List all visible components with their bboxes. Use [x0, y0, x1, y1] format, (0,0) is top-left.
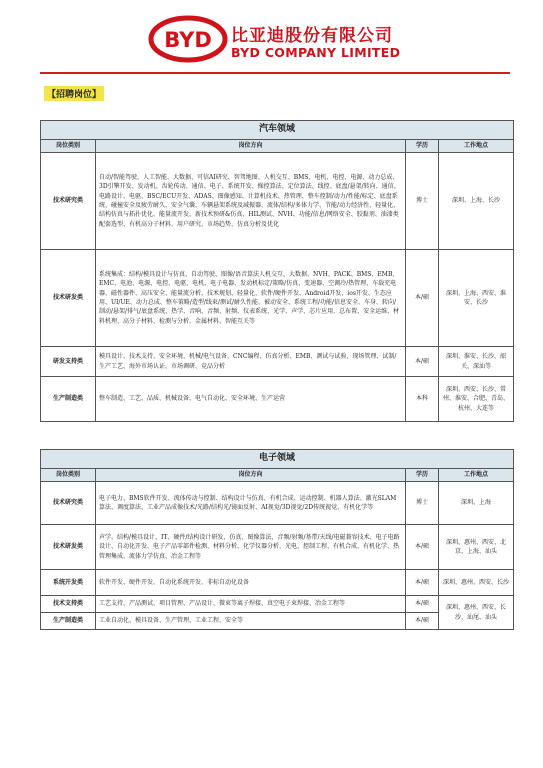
col-category: 岗位类别	[41, 140, 96, 153]
row-education: 本/硕	[406, 613, 439, 630]
table-row	[41, 482, 514, 525]
row-category: 生产制造类	[41, 377, 96, 422]
electronics-jobs-table	[40, 449, 514, 630]
company-header	[148, 12, 408, 67]
domain-title: 汽车领域	[41, 121, 514, 140]
table-row	[41, 525, 514, 570]
row-category: 技术研发类	[41, 525, 96, 570]
row-category: 系统开发类	[41, 570, 96, 596]
table-row	[41, 153, 514, 250]
row-location: 深圳、惠州、西安、长沙	[439, 570, 514, 596]
row-location: 深圳、上海、西安、淮安、长沙	[439, 250, 514, 347]
row-direction: 模具设计、技术支持、安全环境、机械/电气设备、CNC编程、仿真分析、EMB、测试与试验、现场管理、试制/生产工艺、海外市场认证、市场调研、竞品分析	[96, 347, 406, 377]
section-tag: 【招聘岗位】	[44, 86, 104, 101]
row-category: 生产制造类	[41, 613, 96, 630]
col-education: 学历	[406, 140, 439, 153]
row-direction: 工艺支持、产品测试、项目管理、产品设计、微束等离子焊接、真空电子束焊接、冶金工程等	[96, 596, 406, 613]
row-education: 本/硕	[406, 250, 439, 347]
row-category: 技术支持类	[41, 596, 96, 613]
col-location: 工作地点	[439, 140, 514, 153]
row-location: 深圳、淮安、长沙、韶关、深汕等	[439, 347, 514, 377]
domain-title: 电子领域	[41, 450, 514, 469]
row-category: 技术研究类	[41, 482, 96, 525]
table-row	[41, 250, 514, 347]
row-direction: 软件开发、硬件开发、自动化系统开发、非标自动化设备	[96, 570, 406, 596]
row-category: 研发支持类	[41, 347, 96, 377]
row-location: 深圳、上海	[439, 482, 514, 525]
col-education: 学历	[406, 469, 439, 482]
row-location: 深圳、上海、长沙	[439, 153, 514, 250]
table-row	[41, 347, 514, 377]
col-category: 岗位类别	[41, 469, 96, 482]
table-row	[41, 377, 514, 422]
company-name-cn: 比亚迪股份有限公司	[231, 26, 393, 46]
col-direction: 岗位方向	[96, 140, 406, 153]
row-category: 技术研究类	[41, 153, 96, 250]
row-category: 技术研发类	[41, 250, 96, 347]
table-row	[41, 570, 514, 596]
company-name-en: BYD COMPANY LIMITED	[231, 45, 401, 60]
byd-logo	[148, 12, 228, 67]
row-direction: 自动/智能驾驶、人工智能、大数据、可信AI研究、智驾地图、人机交互、BMS、电机、电控、电源、动力总成、3D引擎开发、发动机、齿轮传动、通信、电子、系统开发、操控算法、定位算法、线控、底盘/悬架/转向、通信、电路设计、电驱、BSC/ECU开发、ADAS、图像感知、计算机技术、热管理、整车控制/动力/性能/标定、底盘系统、碰撞安全及疲劳耐久、安全气囊、车辆悬架系统及减振器、流体/结构/多体力学、节能/动力经济性、轻量化、结构仿真与拓扑优化、能量流开发、新技术预研&仿真、HIL测试、NVH、功能/信息/网络安全、胶黏剂、油漆类配套选型、有机高分子材料、用户研究、市场趋势、仿真分析及优化	[96, 153, 406, 250]
row-education: 本/硕	[406, 596, 439, 613]
row-education: 本/硕	[406, 347, 439, 377]
row-education: 博士	[406, 153, 439, 250]
header-divider	[40, 72, 510, 74]
row-location: 深圳、惠州、西安、长沙、汕尾、汕头	[439, 596, 514, 630]
row-education: 本/硕	[406, 570, 439, 596]
row-direction: 工业自动化、模具设备、生产管理、工业工程、安全等	[96, 613, 406, 630]
automotive-jobs-table	[40, 120, 514, 422]
col-direction: 岗位方向	[96, 469, 406, 482]
row-location: 深圳、西安、长沙、常州、淮安、合肥、青岛、杭州、大连等	[439, 377, 514, 422]
row-education: 博士	[406, 482, 439, 525]
row-direction: 整车制造、工艺、品质、机械设备、电气自动化、安全环境、生产运营	[96, 377, 406, 422]
row-education: 本/硕	[406, 525, 439, 570]
row-education: 本科	[406, 377, 439, 422]
row-direction: 系统集成：结构/模具设计与仿真、自动驾驶、图像/语音算法人机交互、大数据、NVH、PACK、BMS、EMB、EMC、电池、电源、电控、电驱、电机、电子电器、发动机标定/策略/仿真、变速器、空调冷/热管理、车载充电器、磁性器件、高压安全、能量流分析、技术规划、轻量化、软件/硬件开发、Android开发、ios开发、生态应用、UI/UE、动力总成、整车策略/造型/线束/测试/耐久性能、被动安全、系统工程/功能/信息安全、车身、转向/制动/悬架/排气/底盘系统、热学、音响、音频、射频、仪表系统、光学、声学、芯片应用、总布置、安全运维、材料机理、高分子材料、检测与分析、金属材料、智能互关等	[96, 250, 406, 347]
col-location: 工作地点	[439, 469, 514, 482]
column-header-row	[41, 140, 514, 153]
row-location: 深圳、惠州、西安、北京、上海、汕头	[439, 525, 514, 570]
logo-text: BYD	[164, 28, 212, 52]
table-row	[41, 596, 514, 613]
row-direction: 电子电力、BMS软件开发、流体传动与控制、结构设计与仿真、有机合成、运动控制、机器人算法、激光SLAM算法、调度算法、工业产品成像技术/光路/结构光/镜面反射、AI视觉/3D视觉/2D传统视觉、有机化学等	[96, 482, 406, 525]
column-header-row	[41, 469, 514, 482]
row-direction: 声学、结构/模具设计、IT、硬件/结构设计研发、仿真、图像算法、音频/射频/基带/天线/电磁兼容技术、电子电路设计、自动化开发、电子产品零部件检测、材料分析、化学仪器分析、光电、控制工程、有机合成、有机化学、热管理集成、流体力学仿真、冶金工程等	[96, 525, 406, 570]
